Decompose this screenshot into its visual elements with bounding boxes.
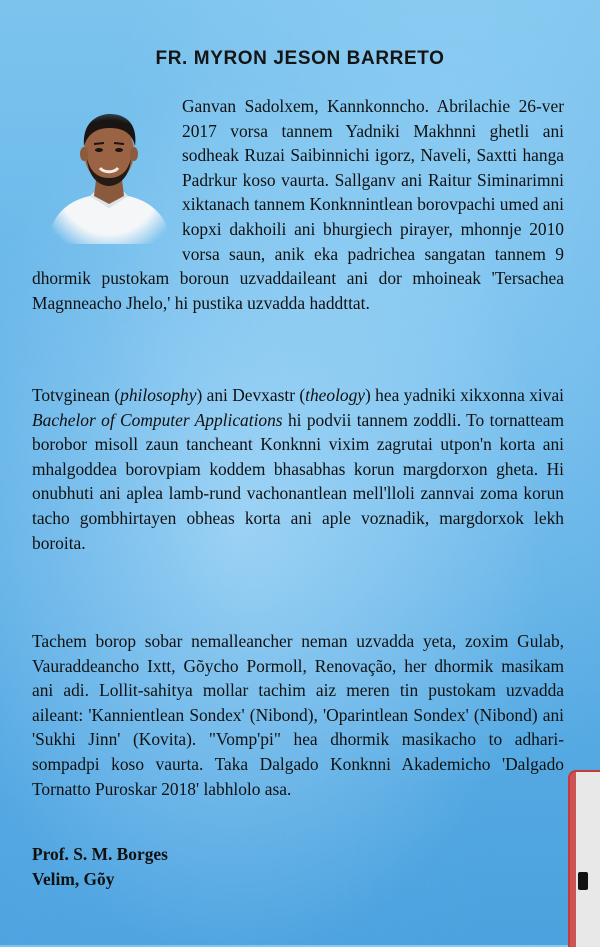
biography-paragraph-3: [32, 629, 564, 801]
sticker-stripe: [570, 772, 576, 947]
bio-p2-italic-theology: theology: [305, 385, 366, 405]
bio-p2-text-d: hi podvii tannem zoddli. To tornatteam borobor misoll zaun tancheant Konknni vixim zagrutai utpon'n korta ani mhalgoddea borovpiam koddem bhasabhas korun margdorxon gheta. Hi onubhuti ani aplea lamb-rund vachonantlean mell'lloli zannvai zoma korun tacho gombhirtayen obheas korta ani aple voznadik, margdorxok lekh boroita.: [32, 409, 564, 553]
bio-p2-text-a: Totvginean (: [32, 385, 121, 405]
bio-p2-italic-philosophy: philosophy: [120, 385, 197, 405]
bio-p2-italic-degree: Bachelor of Computer Applications: [32, 409, 283, 430]
biography-text-1: Ganvan Sadolxem, Kannkonncho. Abrilachie 26-ver 2017 vorsa tannem Yadniki Makhnni ghetli ani sodheak Ruzai Saibinnichi igorz, Naveli, Saxtti hanga Padrkur koso vaurta. Sallganv ani Raitur Siminarimni xiktanach tannem Konknnintlean borovpachi umed ani kopxi dakhoili ani bhurgiech pirayer, mhonnje 2010 vorsa saun, anik eka padrichea sangatan tannem 9 dhormik pustokam boroun uzvaddaileant ani dor mhoineak 'Tersachea Magnneacho Jhelo,' hi pustika uzvadda haddttat.: [32, 96, 564, 313]
biography-paragraph-1: [32, 94, 564, 315]
bio-p2-text-c: ) hea yadniki xikxonna xivai: [365, 385, 564, 405]
biography-paragraph-2: [32, 383, 564, 555]
author-name-heading: FR. MYRON JESON BARRETO: [155, 48, 445, 69]
signature-place: Velim, Gõy: [32, 868, 115, 889]
bio-p2-text-b: ) ani Devxastr (: [196, 385, 306, 405]
photo-wrap-spacer: [32, 94, 182, 244]
signature-block: [32, 842, 168, 891]
biography-text-3: Tachem borop sobar nemalleancher neman uzvadda yeta, zoxim Gulab, Vauraddeancho Ixtt, Gõycho Pormoll, Renovação, her dhormik masikam ani adi. Lollit-sahitya mollar tachim aiz meren tin pustokam uzvadda aileant: 'Kannientlean Sondex' (Nibond), 'Oparintlean Sondex' (Nibond) ani 'Sukhi Jinn' (Kovita). "Vomp'pi" hea dhormik masikacho to adhari-sompadpi koso vaurta. Taka Dalgado Konknni Akademicho 'Dalgado Tornatto Puroskar 2018' labhlolo asa.: [32, 631, 564, 799]
barcode-sticker-edge: [568, 770, 600, 947]
signature-name: Prof. S. M. Borges: [32, 844, 168, 864]
sticker-mark: [578, 872, 588, 890]
